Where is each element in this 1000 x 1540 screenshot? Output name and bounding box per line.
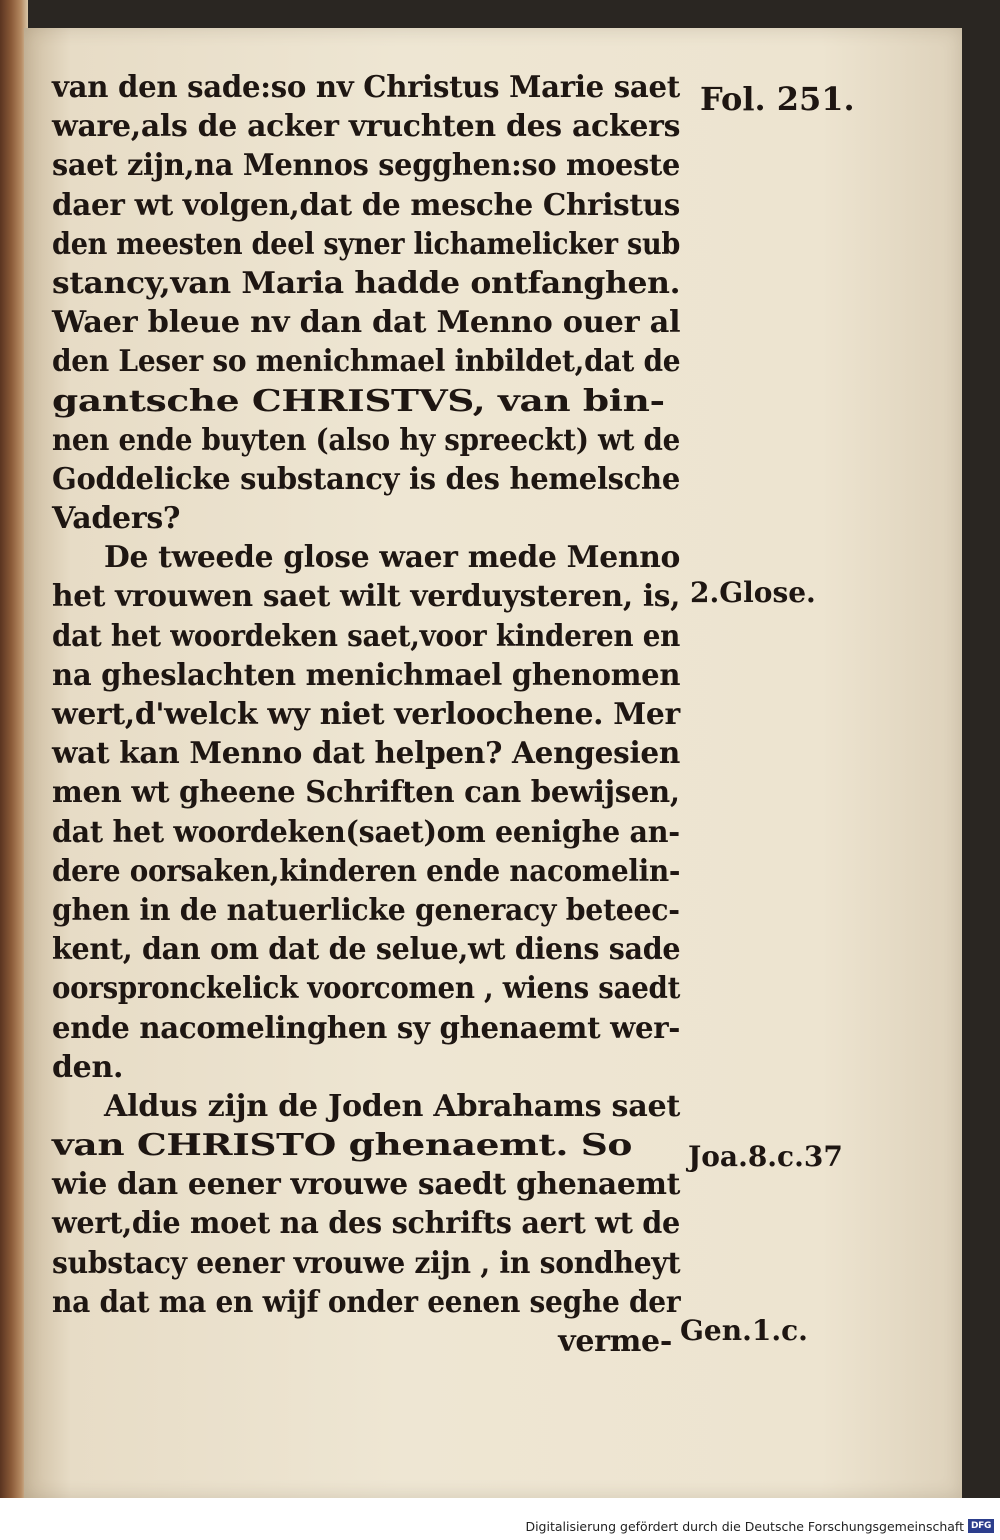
- text-line: wat kan Menno dat helpen? Aengesien: [52, 736, 681, 772]
- text-line: het vrouwen saet wilt verduysteren, is,: [52, 579, 681, 615]
- text-line: kent, dan om dat de selue,wt diens sade: [52, 932, 681, 968]
- text-line: Vaders?: [52, 501, 181, 537]
- text-line: ware,als de acker vruchten des ackers: [52, 109, 681, 145]
- margin-note-joa: Joa.8.c.37: [688, 1140, 843, 1173]
- digitization-credit: Digitalisierung gefördert durch die Deutsche Forschungsgemeinschaft: [525, 1519, 964, 1534]
- text-line: daer wt volgen,dat de mesche Christus: [52, 187, 681, 223]
- text-line: den.: [52, 1049, 124, 1085]
- text-line: substacy eener vrouwe zijn , in sondheyt: [52, 1245, 681, 1281]
- folio-number: Fol. 251.: [700, 80, 855, 118]
- text-line: den meesten deel syner lichamelicker sub: [52, 226, 681, 262]
- text-line: den Leser so menichmael inbildet,dat de: [52, 344, 681, 380]
- catchword: verme-: [558, 1324, 672, 1359]
- text-line: dat het woordeken(saet)om eenighe an-: [52, 814, 680, 850]
- text-line: van den sade:so nv Christus Marie saet: [52, 70, 680, 105]
- text-line: dat het woordeken saet,voor kinderen en: [52, 618, 681, 654]
- text-line: ghen in de natuerlicke generacy beteec-: [52, 892, 680, 928]
- dfg-logo: DFG: [968, 1519, 994, 1533]
- text-line: ende nacomelinghen sy ghenaemt wer-: [52, 1010, 681, 1046]
- text-line: nen ende buyten (also hy spreeckt) wt de: [52, 422, 680, 458]
- text-line: wie dan eener vrouwe saedt ghenaemt: [52, 1167, 681, 1203]
- text-line: stancy,van Maria hadde ontfanghen.: [52, 265, 681, 301]
- text-line: dere oorsaken,kinderen ende nacomelin-: [52, 853, 681, 889]
- text-line: gantsche CHRISTVS, van bin-: [52, 383, 665, 419]
- text-line: oorspronckelick voorcomen , wiens saedt: [52, 971, 681, 1007]
- margin-note-gen: Gen.1.c.: [680, 1314, 808, 1347]
- text-line: na gheslachten menichmael ghenomen: [52, 657, 681, 693]
- margin-note-glose: 2.Glose.: [690, 576, 816, 609]
- text-line: wert,d'welck wy niet verloochene. Mer: [52, 697, 680, 732]
- body-text: [52, 68, 692, 1361]
- text-line: Aldus zijn de Joden Abrahams saet: [104, 1088, 681, 1124]
- text-line: na dat ma en wijf onder eenen seghe der: [52, 1284, 681, 1320]
- text-line: saet zijn,na Mennos segghen:so moeste: [52, 148, 681, 184]
- text-line: De tweede glose waer mede Menno: [104, 540, 681, 576]
- text-line: men wt gheene Schriften can bewijsen,: [52, 775, 680, 811]
- text-line: van CHRISTO ghenaemt. So: [52, 1128, 633, 1164]
- text-line: Waer bleue nv dan dat Menno ouer al: [52, 305, 681, 341]
- text-line: Goddelicke substancy is des hemelsche: [52, 461, 680, 497]
- text-line: wert,die moet na des schrifts aert wt de: [52, 1206, 681, 1242]
